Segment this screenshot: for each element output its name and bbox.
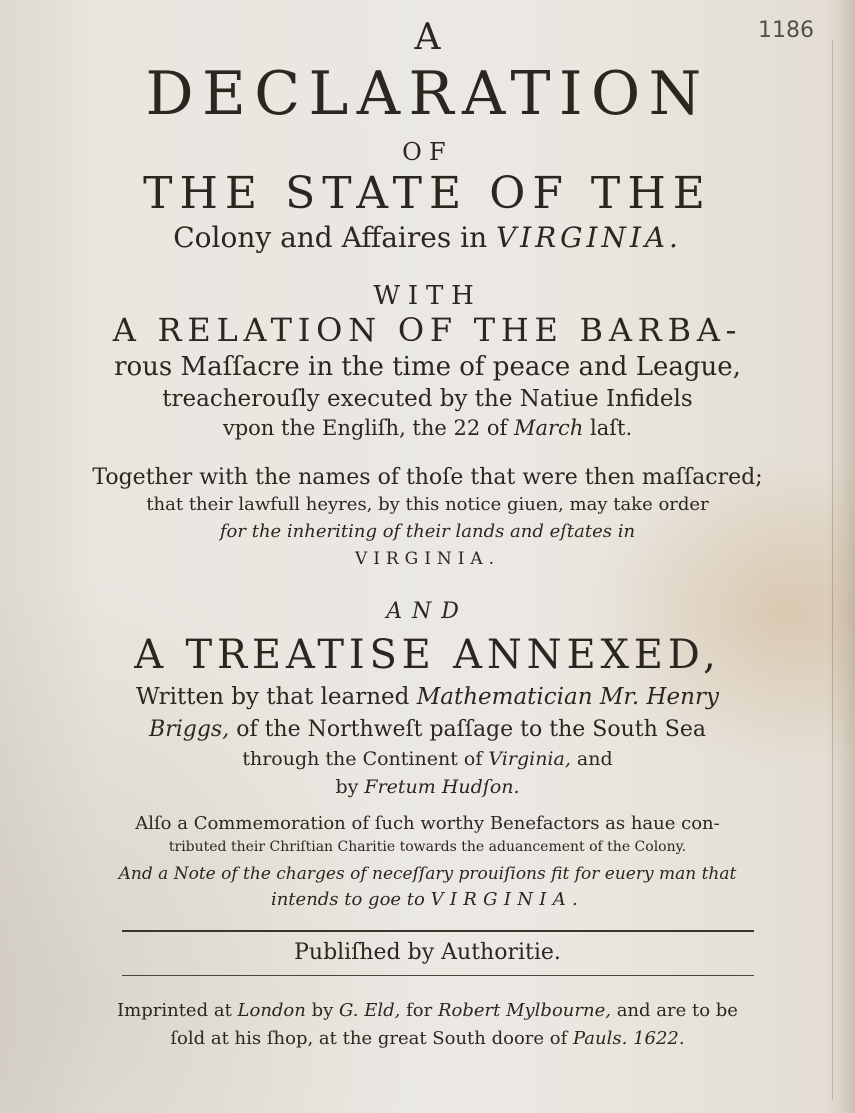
shelfmark-annotation: 1186 xyxy=(758,18,814,43)
imprint-by: by xyxy=(311,1000,334,1021)
imprint-year: 1622. xyxy=(633,1028,685,1049)
imprint-place: Pauls. xyxy=(573,1028,628,1049)
treatise-line-1 xyxy=(0,686,855,709)
commemoration-line-1: Alſo a Commemoration of ſuch worthy Benefactors as haue con- xyxy=(135,813,720,834)
relation-line-3: treacherouſly executed by the Natiue Infidels xyxy=(162,386,693,412)
treatise-line-3 xyxy=(0,750,855,769)
names-line-2: that their lawfull heyres, by this notice giuen, may take order xyxy=(146,494,709,515)
treatise-line-4 xyxy=(0,778,855,797)
relation-with: WITH xyxy=(373,281,482,311)
imprint-bookseller: Robert Mylbourne, xyxy=(437,1000,611,1021)
treatise-route-post: and xyxy=(576,748,613,770)
imprint-line-1 xyxy=(0,1002,855,1020)
treatise-strait-pre: by xyxy=(335,776,359,798)
names-line-3: for the inheriting of their lands and eſtates in xyxy=(219,521,636,542)
treatise-route-pre: through the Continent of xyxy=(242,748,483,770)
treatise-line-2 xyxy=(0,719,855,741)
published-notice: Publiſhed by Authoritie. xyxy=(294,940,561,965)
treatise-and: AND xyxy=(386,599,469,624)
title-declaration: DECLARATION xyxy=(145,59,710,129)
title-of: OF xyxy=(402,138,453,166)
relation-month: March xyxy=(514,416,584,440)
upper-rule xyxy=(122,930,754,932)
colony-text: Colony and Affaires in xyxy=(173,221,488,254)
commemoration-line-4 xyxy=(0,891,855,909)
commemoration-line-2: tributed their Chriſtian Charitie towards the aduancement of the Colony. xyxy=(168,839,687,855)
colony-place: VIRGINIA. xyxy=(496,221,682,254)
imprint-shop: ſold at his ſhop, at the great South doore of xyxy=(170,1028,568,1049)
relation-heading: A RELATION OF THE BARBA- xyxy=(112,311,743,349)
title-article: A xyxy=(414,17,441,58)
treatise-subject: of the Northweſt paſſage to the South Sea xyxy=(236,717,706,742)
treatise-author-title: Mathematician xyxy=(416,684,593,710)
lower-rule xyxy=(122,975,754,976)
imprint-line-2 xyxy=(0,1030,855,1048)
imprint-pre: Imprinted at xyxy=(117,1000,232,1021)
commemoration-line-3: And a Note of the charges of neceſſary prouiſions fit for euery man that xyxy=(118,864,737,884)
treatise-author-surname: Briggs, xyxy=(149,717,230,742)
treatise-heading: A TREATISE ANNEXED, xyxy=(134,632,721,678)
relation-date-post: laſt. xyxy=(590,416,633,440)
treatise-author-name: Mr. Henry xyxy=(599,684,719,710)
imprint-printer: G. Eld, xyxy=(339,1000,401,1021)
names-place: VIRGINIA. xyxy=(355,549,500,569)
treatise-author-pre: Written by that learned xyxy=(136,684,410,710)
relation-date-pre: vpon the Engliſh, the 22 of xyxy=(222,416,508,440)
relation-line-4 xyxy=(0,418,855,439)
imprint-post: and are to be xyxy=(616,1000,738,1021)
title-colony-line xyxy=(0,221,855,254)
commemoration-intent: intends to goe to xyxy=(270,889,425,910)
relation-line-2: rous Maſſacre in the time of peace and League, xyxy=(114,352,741,382)
treatise-strait: Fretum Hudſon. xyxy=(364,776,520,798)
names-line-1: Together with the names of thoſe that were then maſſacred; xyxy=(92,465,763,490)
title-state: THE STATE OF THE xyxy=(143,168,712,219)
imprint-city: London xyxy=(237,1000,306,1021)
commemoration-place: VIRGINIA. xyxy=(430,889,585,910)
imprint-for: for xyxy=(406,1000,433,1021)
treatise-route-place: Virginia, xyxy=(488,748,571,770)
